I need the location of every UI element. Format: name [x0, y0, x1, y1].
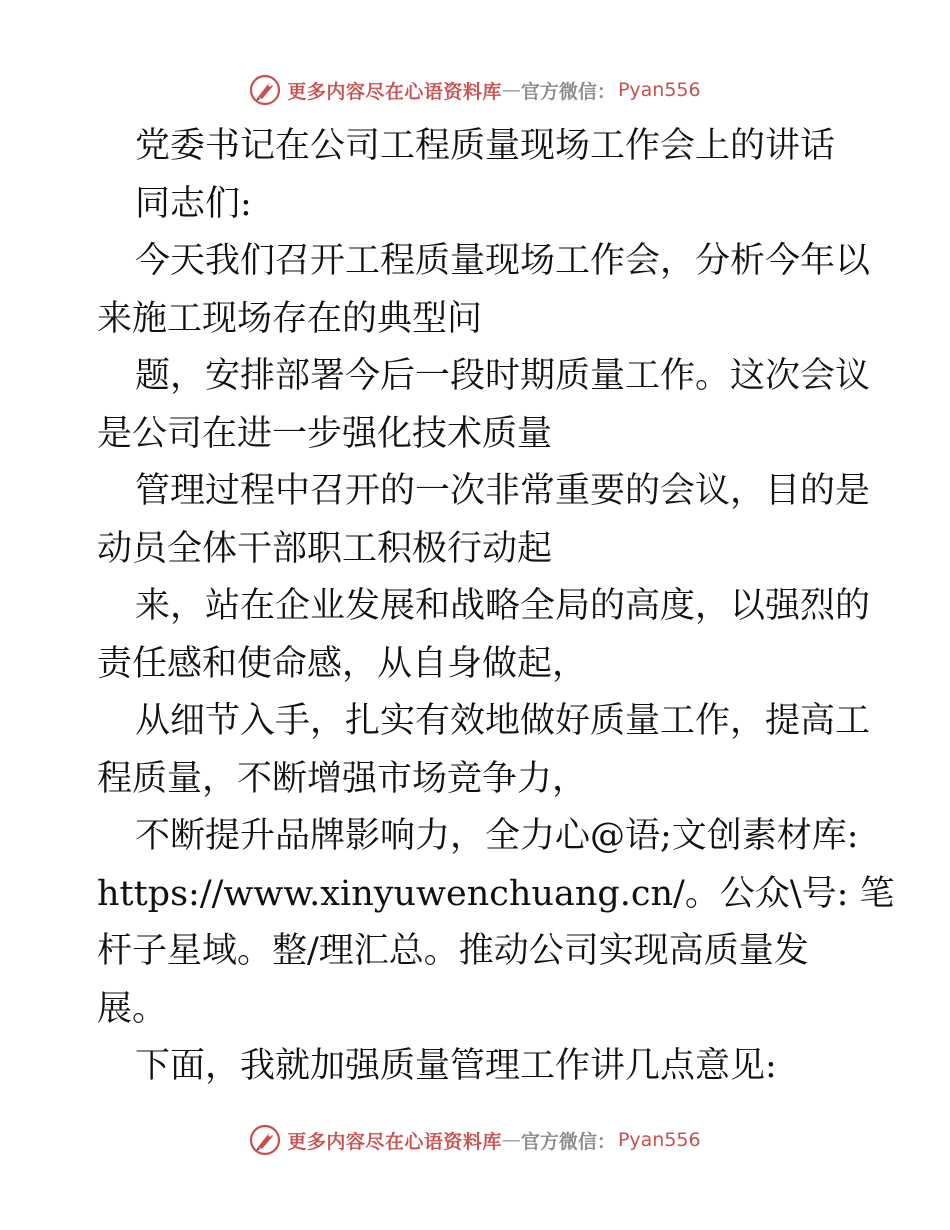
banner-sub-text: 官方微信：	[520, 1130, 616, 1153]
banner-wechat-id: Pyan556	[617, 1129, 701, 1151]
paragraph-line: 今天我们召开工程质量现场工作会，分析今年以	[135, 241, 871, 281]
banner-main-text: 更多内容尽在心语资料库	[287, 1130, 502, 1153]
paragraph-line: 动员全体干部职工积极行动起	[97, 528, 553, 569]
paragraph-line: 杆子星域。整/理汇总。推动公司实现高质量发	[97, 931, 809, 971]
paragraph-line: 不断提升品牌影响力，全力心@语;文创素材库:	[135, 816, 859, 856]
banner-sub-text: 官方微信：	[520, 80, 616, 103]
banner-main-text: 更多内容尽在心语资料库	[287, 80, 502, 103]
paragraph-line-url: https://www.xinyuwenchuang.cn/。公众\号: 笔	[97, 873, 895, 914]
footer-banner	[0, 1120, 950, 1160]
header-banner	[0, 70, 950, 110]
paragraph-line: 责任感和使命感，从自身做起，	[97, 643, 588, 684]
banner-separator: —	[501, 1129, 521, 1151]
paragraph-line: 管理过程中召开的一次非常重要的会议，目的是	[135, 471, 871, 511]
paragraph-line: 从细节入手，扎实有效地做好质量工作，提高工	[135, 701, 871, 741]
quill-pen-logo-icon	[249, 1124, 281, 1156]
banner-separator: —	[501, 79, 521, 101]
paragraph-line: 来施工现场存在的典型问	[97, 298, 483, 339]
paragraph-line: 题，安排部署今后一段时期质量工作。这次会议	[135, 356, 871, 396]
paragraph-line: 展。	[97, 988, 168, 1029]
salutation: 同志们:	[135, 183, 252, 224]
paragraph-line: 来，站在企业发展和战略全局的高度，以强烈的	[135, 586, 871, 626]
paragraph-line: 程质量，不断增强市场竞争力，	[97, 758, 588, 799]
quill-pen-logo-icon	[249, 74, 281, 106]
paragraph-line: 是公司在进一步强化技术质量	[97, 413, 553, 454]
document-title: 党委书记在公司工程质量现场工作会上的讲话	[135, 126, 836, 166]
document-body	[97, 118, 895, 1096]
banner-wechat-id: Pyan556	[617, 79, 701, 101]
paragraph-line: 下面，我就加强质量管理工作讲几点意见:	[135, 1046, 777, 1086]
